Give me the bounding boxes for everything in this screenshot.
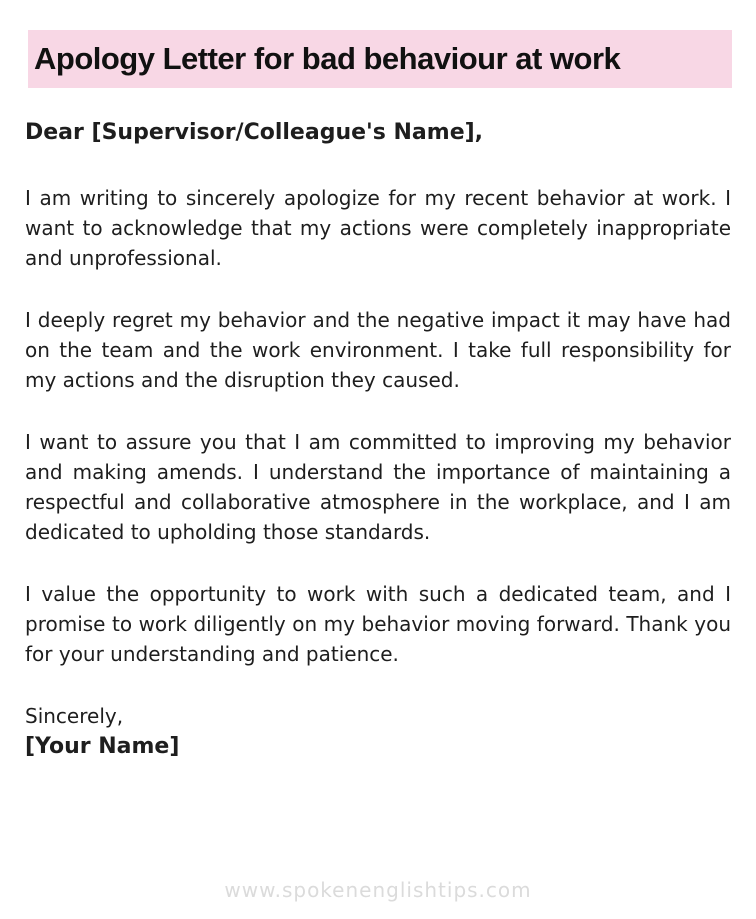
paragraph-1: I am writing to sincerely apologize for my recent behavior at work. I want to acknowledge that my actions were completely inappropriate and unprofessional. bbox=[25, 186, 731, 270]
paragraph-2: I deeply regret my behavior and the negative impact it may have had on the team and the work environment. I take full responsibility for my actions and the disruption they caused. bbox=[25, 308, 731, 392]
letter-body bbox=[25, 118, 731, 762]
page-title: Apology Letter for bad behaviour at work bbox=[34, 41, 621, 76]
paragraph-4: I value the opportunity to work with such a dedicated team, and I promise to work diligently on my behavior moving forward. Thank you for your understanding and patience. bbox=[25, 582, 731, 666]
paragraph-3: I want to assure you that I am committed to improving my behavior and making amends. I understand the importance of maintaining a respectful and collaborative atmosphere in the workplace, and I am dedicated to upholding those standards. bbox=[25, 430, 731, 544]
salutation: Dear [Supervisor/Colleague's Name], bbox=[25, 120, 484, 145]
title-highlight-bar bbox=[28, 30, 732, 88]
signature-placeholder: [Your Name] bbox=[25, 734, 180, 759]
watermark: www.spokenenglishtips.com bbox=[224, 878, 532, 902]
closing: Sincerely, bbox=[25, 704, 124, 728]
